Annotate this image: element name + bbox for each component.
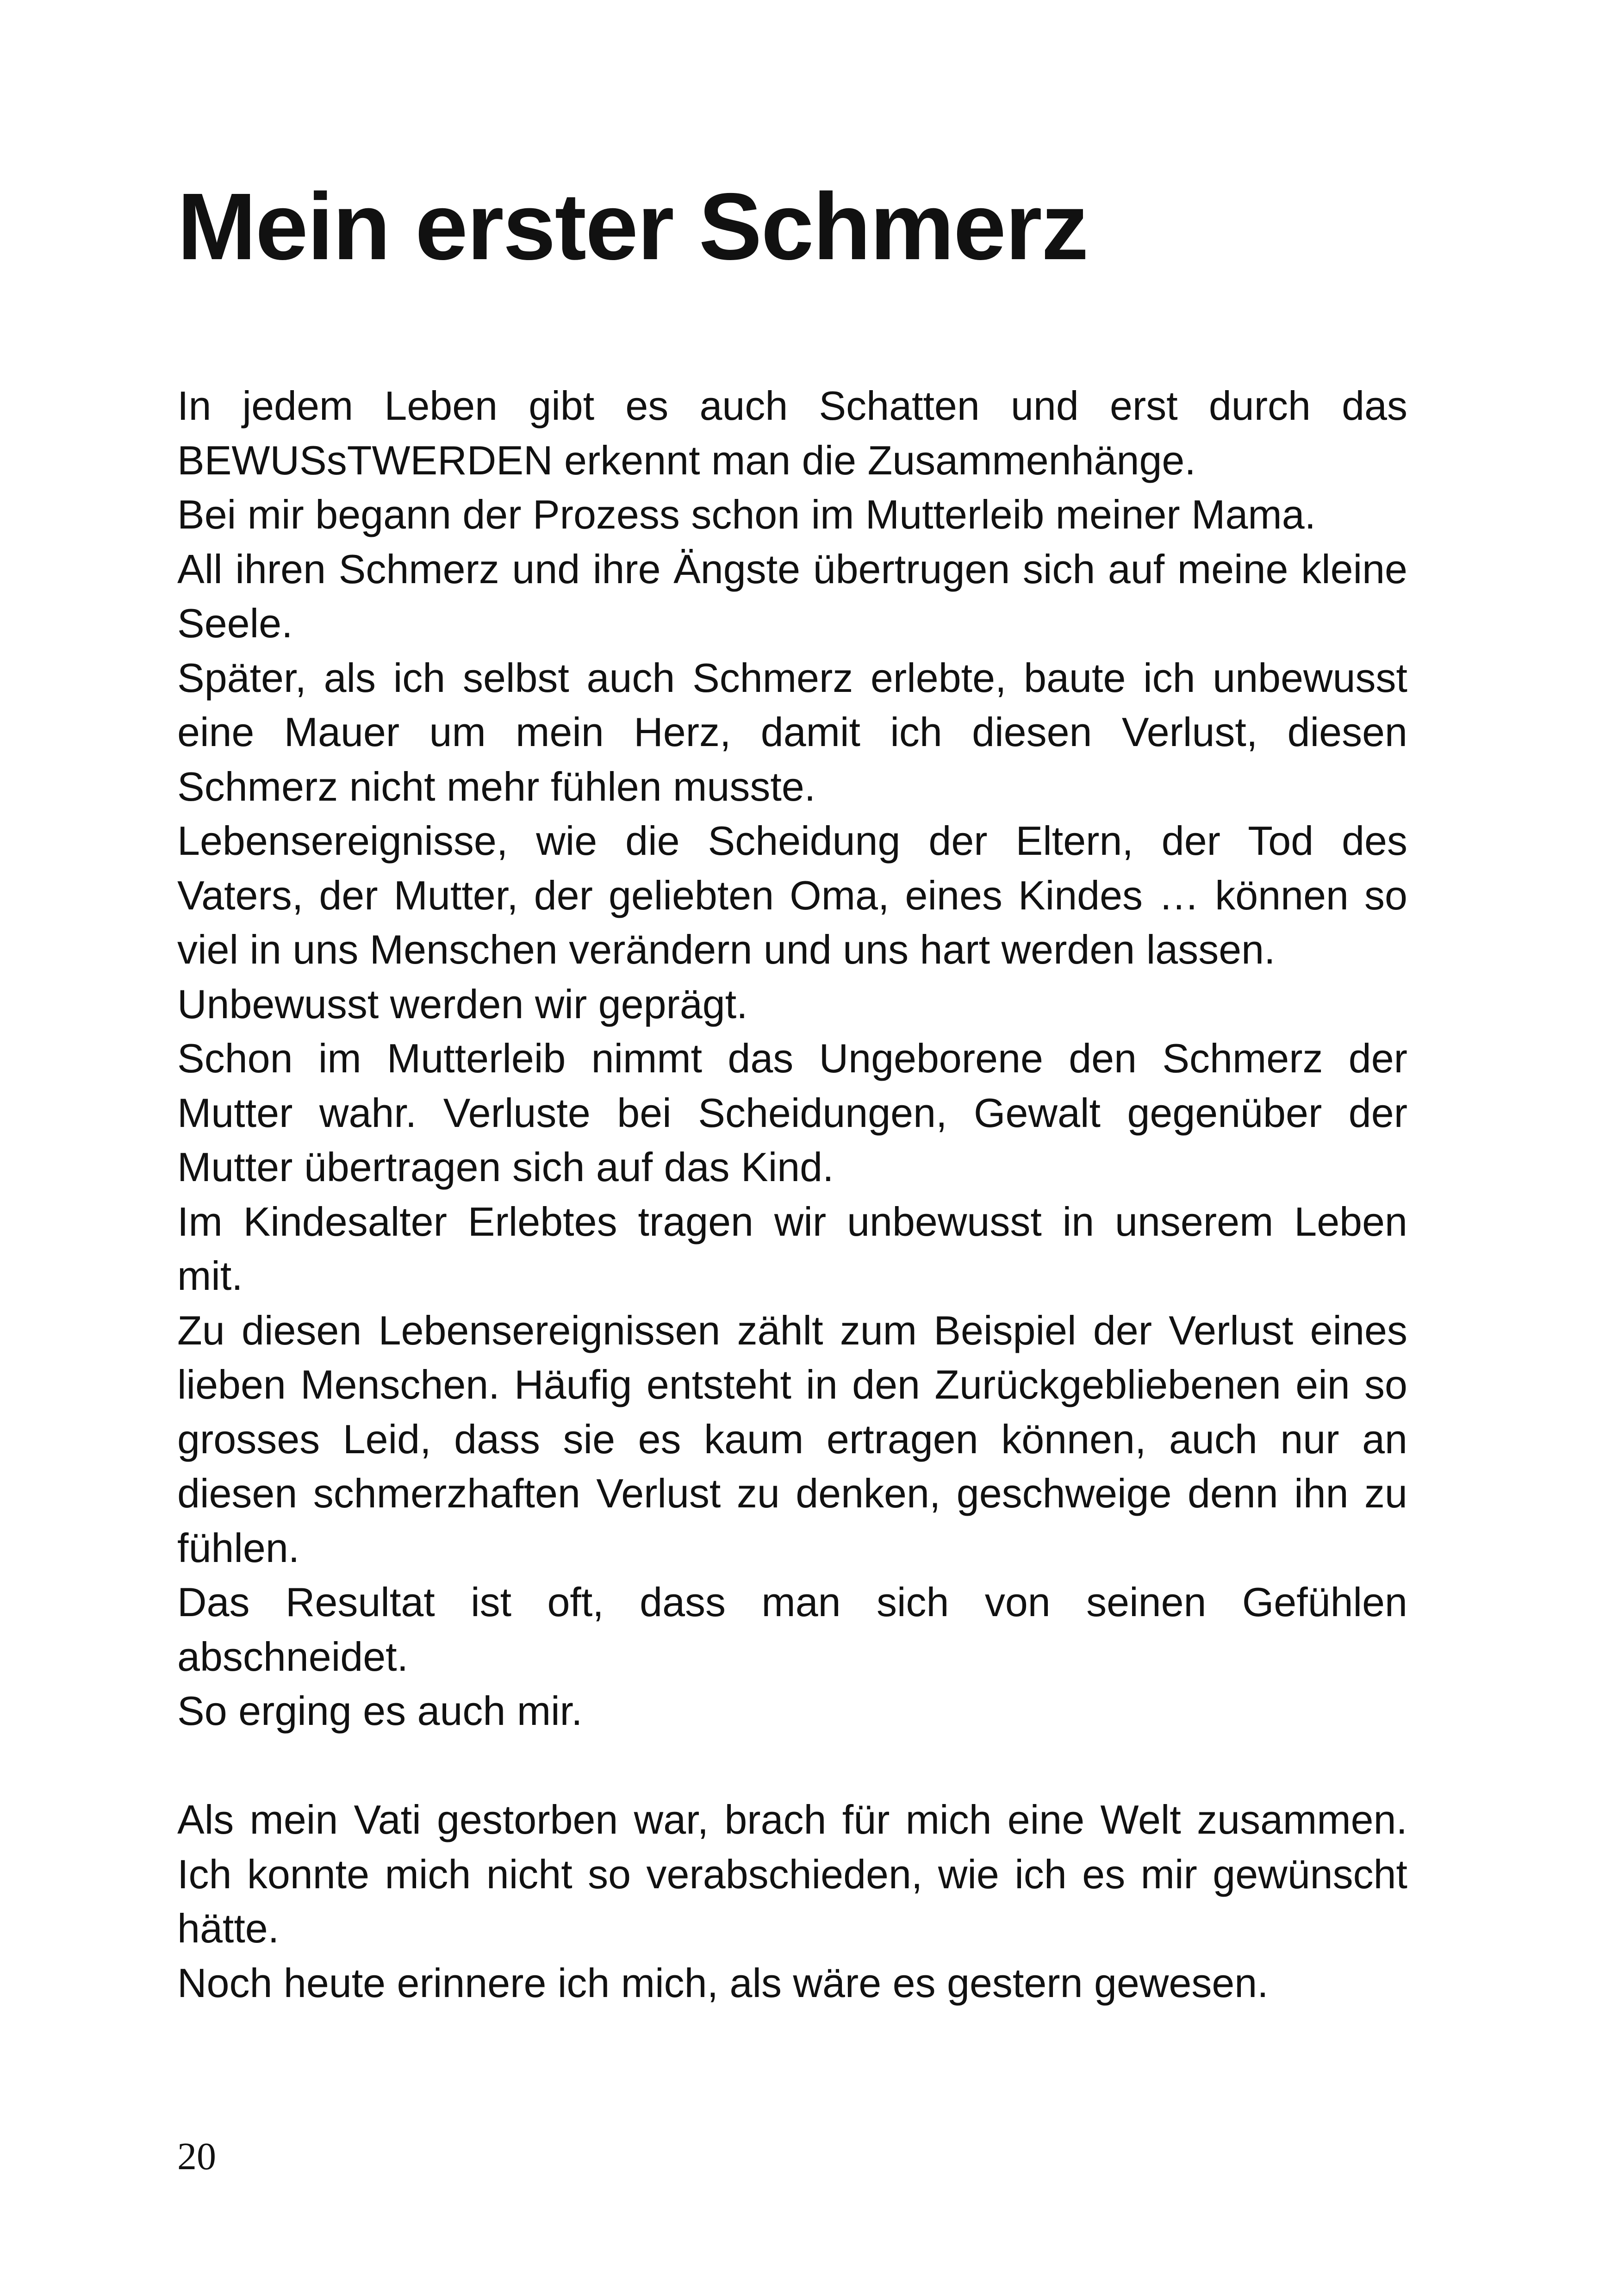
paragraph: Noch heute erinnere ich mich, als wäre es gestern gewesen. (177, 1960, 1269, 2006)
page-number: 20 (177, 2135, 216, 2178)
paragraph: Später, als ich selbst auch Schmerz erlebte, baute ich unbewusst eine Mauer um mein Herz, damit ich diesen Verlust, diesen Schmerz nicht mehr fühlen musste. (177, 654, 1407, 809)
chapter-body (177, 379, 1407, 2010)
paragraph: Das Resultat ist oft, dass man sich von seinen Gefühlen abschneidet. (177, 1579, 1407, 1680)
chapter-title: Mein erster Schmerz (177, 174, 1088, 280)
paragraph: Lebensereignisse, wie die Scheidung der Eltern, der Tod des Vaters, der Mutter, der geliebten Oma, eines Kindes … können so viel in uns Menschen verändern und uns hart werden lassen. (177, 818, 1407, 972)
paragraph: So erging es auch mir. (177, 1688, 583, 1734)
paragraph-gap (177, 1738, 1407, 1793)
paragraph: Im Kindesalter Erlebtes tragen wir unbewusst in unserem Leben mit. (177, 1198, 1407, 1299)
paragraph: Schon im Mutterleib nimmt das Ungeborene den Schmerz der Mutter wahr. Verluste bei Scheidungen, Gewalt gegenüber der Mutter übertragen sich auf das Kind. (177, 1035, 1407, 1190)
paragraph: In jedem Leben gibt es auch Schatten und erst durch das BEWUSsTWERDEN erkennt man die Zusammenhänge. (177, 383, 1407, 483)
paragraph: All ihren Schmerz und ihre Ängste übertrugen sich auf meine kleine Seele. (177, 546, 1407, 646)
paragraph: Zu diesen Lebensereignissen zählt zum Beispiel der Verlust eines lieben Menschen. Häufig entsteht in den Zurückgebliebenen ein so grosses Leid, dass sie es kaum ertragen können, auch nur an diesen schmerzhaften Verlust zu denken, geschweige denn ihn zu fühlen. (177, 1307, 1407, 1571)
paragraph: Bei mir begann der Prozess schon im Mutterleib meiner Mama. (177, 492, 1316, 537)
paragraph: Unbewusst werden wir geprägt. (177, 981, 748, 1027)
paragraph: Als mein Vati gestorben war, brach für mich eine Welt zusammen. Ich konnte mich nicht so verabschieden, wie ich es mir gewünscht hätte. (177, 1797, 1407, 1951)
